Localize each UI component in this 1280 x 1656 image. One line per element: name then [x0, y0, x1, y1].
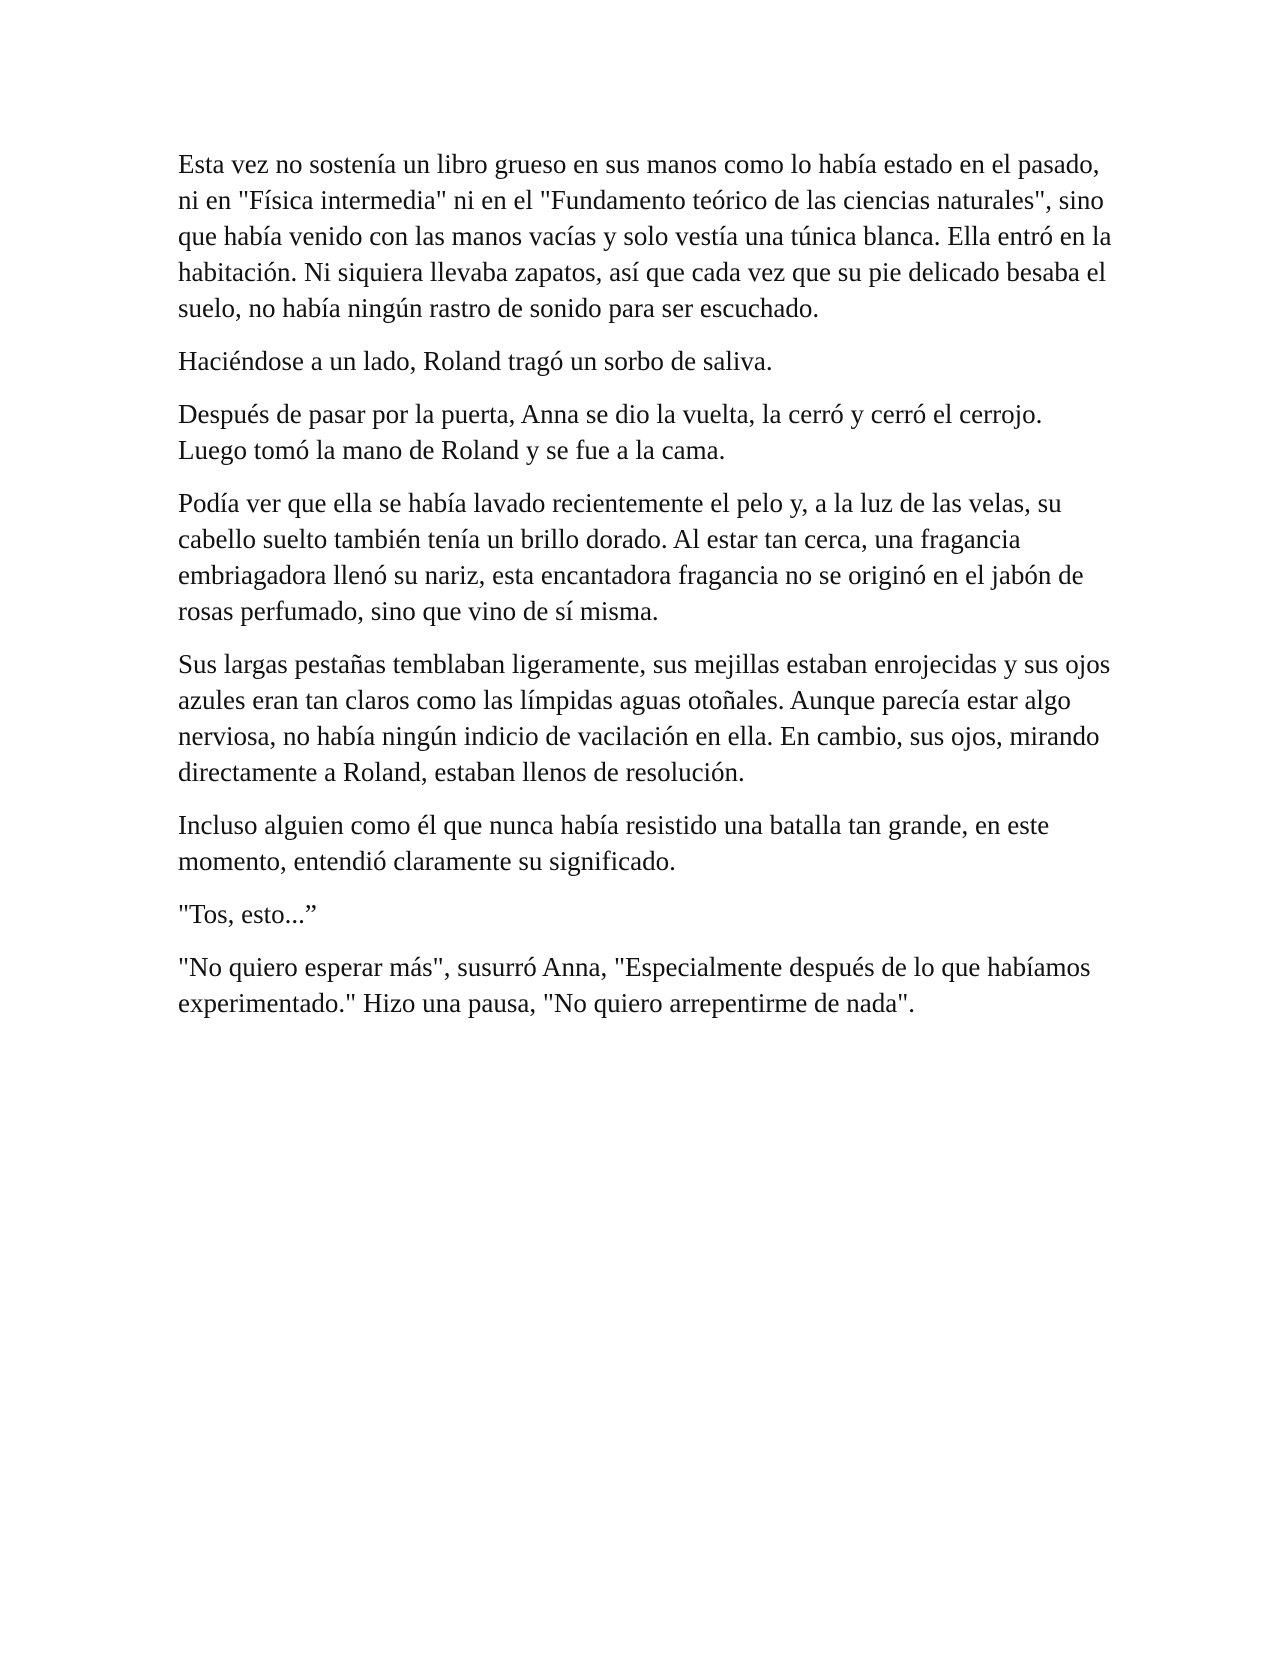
paragraph-5: Sus largas pestañas temblaban ligeramente, sus mejillas estaban enrojecidas y sus ojos azules eran tan claros como las límpidas aguas otoñales. Aunque parecía estar algo nerviosa, no había ningún indicio de vacilación en ella. En cambio, sus ojos, mirando directamente a Roland, estaban llenos de resolución.	[178, 649, 1111, 787]
paragraph-6: Incluso alguien como él que nunca había resistido una batalla tan grande, en este momento, entendió claramente su significado.	[178, 810, 1050, 876]
paragraph-2: Haciéndose a un lado, Roland tragó un sorbo de saliva.	[178, 346, 773, 376]
paragraph-4: Podía ver que ella se había lavado recientemente el pelo y, a la luz de las velas, su cabello suelto también tenía un brillo dorado. Al estar tan cerca, una fragancia embriagadora llenó su nariz, esta encantadora fragancia no se originó en el jabón de rosas perfumado, sino que vino de sí misma.	[178, 488, 1084, 626]
document-body	[178, 146, 1118, 1038]
paragraph-3: Después de pasar por la puerta, Anna se dio la vuelta, la cerró y cerró el cerrojo. Luego tomó la mano de Roland y se fue a la cama.	[178, 399, 1043, 465]
paragraph-8: "No quiero esperar más", susurró Anna, "Especialmente después de lo que habíamos experimentado." Hizo una pausa, "No quiero arrepentirme de nada".	[178, 952, 1091, 1018]
paragraph-7: "Tos, esto...”	[178, 899, 317, 929]
paragraph-1: Esta vez no sostenía un libro grueso en sus manos como lo había estado en el pasado, ni en "Física intermedia" ni en el "Fundamento teórico de las ciencias naturales", sino que había venido con las manos vacías y solo vestía una túnica blanca. Ella entró en la habitación. Ni siquiera llevaba zapatos, así que cada vez que su pie delicado besaba el suelo, no había ningún rastro de sonido para ser escuchado.	[178, 149, 1112, 323]
